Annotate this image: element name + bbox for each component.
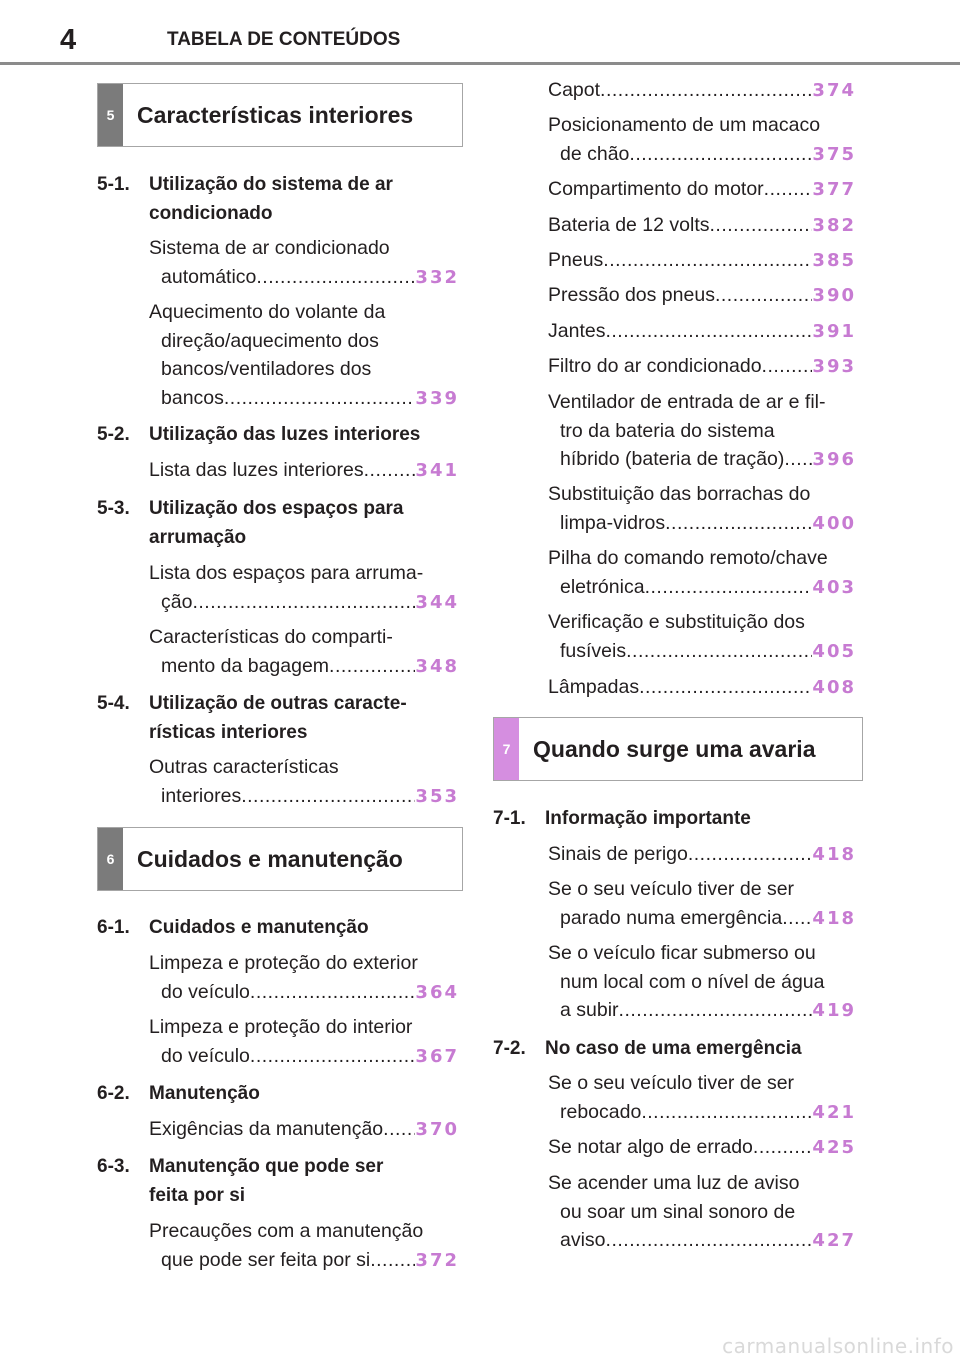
toc-entry[interactable] [548,281,856,311]
entry-text: Capot [548,79,601,101]
header-divider [0,62,960,65]
dot-leader [645,573,813,602]
subsection-5-1 [97,171,467,228]
entry-text: bancos [161,386,224,409]
subsection-6-1 [97,914,467,943]
entry-text: Ventilador de entrada de ar e fil- [548,391,826,413]
toc-entry[interactable] [548,388,856,475]
page-reference-link[interactable]: 390 [812,285,856,306]
subsection-title-line: condicionado [149,202,273,224]
entry-text: limpa-vidros [560,511,666,534]
dot-leader [688,840,813,869]
entry-text: Verificação e substituição dos [548,611,805,633]
subsection-6-3 [97,1153,467,1210]
subsection-5-4 [97,690,467,747]
dot-leader [606,1226,813,1255]
entry-text: Outras características [149,756,339,778]
toc-entry[interactable] [548,1133,856,1163]
subsection-number: 6-1. [97,917,130,938]
subsection-6-2 [97,1080,467,1109]
page-reference-link[interactable]: 382 [812,215,856,236]
page-reference-link[interactable]: 385 [812,250,856,271]
subsection-title-line: arrumação [149,526,247,548]
section-6-header[interactable] [97,827,463,891]
entry-text: de chão [560,142,630,165]
page-reference-link[interactable]: 396 [812,449,856,470]
subsection-title-line: feita por si [149,1184,246,1206]
page-reference-link[interactable]: 377 [812,179,856,200]
toc-entry[interactable] [149,1115,459,1145]
dot-leader [764,175,813,204]
entry-text: fusíveis [560,639,627,662]
entry-text: Se o veículo ficar submerso ou [548,942,816,964]
entry-text: Lâmpadas [548,676,640,698]
subsection-5-3 [97,495,467,552]
header-title: TABELA DE CONTEÚDOS [167,29,401,50]
toc-entry[interactable] [548,246,856,276]
entry-text: Pressão dos pneus [548,284,715,306]
entry-text: Limpeza e proteção do interior [149,1016,413,1038]
section-7-header[interactable] [493,717,863,781]
entry-text: ou soar um sinal sonoro de [560,1200,796,1223]
page-reference-link[interactable]: 372 [415,1249,459,1271]
subsection-title-line: Utilização de outras caracte- [149,693,407,714]
entry-text: rebocado [560,1100,642,1123]
section-title: Características interiores [137,101,414,128]
subsection-title-line: Manutenção [149,1083,260,1104]
toc-entry[interactable] [548,875,856,933]
entry-text: interiores [161,784,242,807]
toc-entry[interactable] [149,298,459,413]
dot-leader [192,588,415,617]
toc-entry[interactable] [548,76,856,106]
page-reference-link[interactable]: 348 [415,655,459,677]
entry-text: Lista dos espaços para arruma- [149,562,424,584]
toc-entry[interactable] [548,673,856,703]
dot-leader [364,456,416,485]
page-reference-link[interactable]: 367 [415,1045,459,1067]
toc-entry[interactable] [548,840,856,870]
page-reference-link[interactable]: 364 [415,981,459,1003]
dot-leader [250,1042,416,1071]
subsection-title-line: Utilização do sistema de ar [149,174,393,195]
page-reference-link[interactable]: 403 [812,576,856,598]
section-5-header[interactable] [97,83,463,147]
entry-text: tro da bateria do sistema [560,419,775,442]
dot-leader [710,211,813,240]
subsection-5-2 [97,421,467,450]
entry-text: Se acender uma luz de aviso [548,1172,800,1194]
section-title: Quando surge uma avaria [533,735,816,762]
subsection-number: 5-3. [97,498,130,519]
subsection-title-line: Informação importante [545,808,751,829]
entry-text: Lista das luzes interiores [149,459,364,481]
toc-entry[interactable] [149,559,459,617]
entry-text: bancos/ventiladores dos [161,358,372,380]
toc-entry[interactable] [149,456,459,486]
entry-text: Sinais de perigo [548,843,688,865]
page-reference-link[interactable]: 375 [812,143,856,165]
dot-leader [605,317,812,346]
entry-text: eletrónica [560,575,645,598]
entry-text: Se notar algo de errado [548,1136,753,1158]
page-reference-link[interactable]: 344 [415,591,459,613]
toc-entry[interactable] [548,544,856,602]
dot-leader [753,1133,813,1162]
subsection-7-2 [493,1035,863,1064]
page-reference-link[interactable]: 341 [415,460,459,481]
dot-leader [603,246,812,275]
watermark: carmanualsonline.info [722,1334,954,1358]
entry-text: Limpeza e proteção do exterior [149,952,418,974]
subsection-number: 7-1. [493,808,526,829]
entry-text: automático [161,265,257,288]
page-reference-link[interactable]: 408 [812,677,856,698]
subsection-title-line: Cuidados e manutenção [149,917,369,938]
toc-entry[interactable] [149,1013,459,1071]
entry-text: híbrido (bateria de tração) [560,448,785,470]
dot-leader [782,904,812,933]
page-reference-link[interactable]: 425 [812,1137,856,1158]
entry-text: Jantes [548,320,606,342]
dot-leader [784,445,812,474]
subsection-number: 6-3. [97,1156,130,1177]
toc-entry[interactable] [548,939,856,1026]
toc-entry[interactable] [149,234,459,292]
page-reference-link[interactable]: 400 [812,512,856,534]
entry-text: parado numa emergência [560,906,783,929]
page-reference-link[interactable]: 418 [812,844,856,865]
subsection-number: 5-2. [97,424,130,445]
subsection-number: 6-2. [97,1083,130,1104]
toc-entry[interactable] [149,1217,459,1275]
page-reference-link[interactable]: 339 [415,387,459,409]
entry-text: Compartimento do motor [548,178,764,200]
dot-leader [383,1115,415,1144]
subsection-number: 5-4. [97,693,130,714]
dot-leader [639,673,812,702]
subsection-title-line: No caso de uma emergência [545,1038,802,1059]
entry-text: mento da bagagem [161,654,330,677]
section-number-tab: 6 [98,828,123,890]
dot-leader [370,1246,415,1275]
entry-text: Bateria de 12 volts [548,214,710,236]
page-reference-link[interactable]: 391 [812,321,856,342]
page-number: 4 [60,24,77,56]
dot-leader [715,281,812,310]
subsection-title-line: Utilização dos espaços para [149,498,404,519]
entry-text: Aquecimento do volante da [149,301,386,323]
entry-text: num local com o nível de água [560,970,825,993]
entry-text: Se o seu veículo tiver de ser [548,878,795,900]
dot-leader [241,782,415,811]
toc-entry[interactable] [548,352,856,382]
page-header [0,0,960,66]
dot-leader [619,996,813,1025]
entry-text: Sistema de ar condicionado [149,237,390,259]
section-number-tab: 7 [494,718,519,780]
page-reference-link[interactable]: 427 [812,1230,856,1251]
toc-entry[interactable] [548,480,856,538]
entry-text: Substituição das borrachas do [548,483,811,505]
dot-leader [250,978,416,1007]
entry-text: aviso [560,1229,606,1251]
dot-leader [641,1098,812,1127]
toc-entry[interactable] [149,949,459,1007]
subsection-number: 5-1. [97,174,130,195]
entry-text: Precauções com a manutenção [149,1220,424,1242]
toc-entry[interactable] [548,211,856,241]
entry-text: do veículo [161,980,250,1003]
page-reference-link[interactable]: 370 [415,1119,459,1140]
subsection-title-line: Manutenção que pode ser [149,1156,384,1177]
page-reference-link[interactable]: 405 [812,640,856,662]
subsection-title-line: Utilização das luzes interiores [149,424,421,445]
page-reference-link[interactable]: 393 [812,356,856,377]
page-reference-link[interactable]: 418 [812,907,856,929]
dot-leader [600,76,812,105]
subsection-7-1 [493,805,863,834]
toc-entry[interactable] [548,608,856,666]
entry-text: direção/aquecimento dos [161,329,379,352]
page-reference-link[interactable]: 421 [812,1101,856,1123]
entry-text: Pneus [548,249,604,271]
page-reference-link[interactable]: 332 [415,266,459,288]
entry-text: do veículo [161,1044,250,1067]
dot-leader [256,263,415,292]
toc-entry[interactable] [548,1169,856,1256]
entry-text: Pilha do comando remoto/chave [548,547,828,569]
dot-leader [629,140,812,169]
entry-text: Filtro do ar condicionado [548,355,762,377]
entry-text: ção [161,590,193,613]
dot-leader [329,652,415,681]
toc-entry[interactable] [548,175,856,205]
entry-text: Se o seu veículo tiver de ser [548,1072,795,1094]
dot-leader [626,637,812,666]
entry-text: Posicionamento de um macaco [548,114,821,136]
toc-entry[interactable] [548,111,856,169]
dot-leader [224,384,416,413]
toc-entry[interactable] [149,753,459,811]
entry-text: Características do comparti- [149,626,393,648]
entry-text: que pode ser feita por si [161,1248,371,1271]
entry-text: Exigências da manutenção [149,1118,384,1140]
toc-entry[interactable] [548,1069,856,1127]
page-reference-link[interactable]: 353 [415,785,459,807]
dot-leader [762,352,813,381]
section-number-tab: 5 [98,84,123,146]
dot-leader [665,509,812,538]
subsection-number: 7-2. [493,1038,526,1059]
toc-entry[interactable] [548,317,856,347]
page-reference-link[interactable]: 419 [812,1000,856,1021]
toc-entry[interactable] [149,623,459,681]
subsection-title-line: rísticas interiores [149,721,308,743]
entry-text: a subir [560,999,619,1021]
page-reference-link[interactable]: 374 [812,80,856,101]
section-title: Cuidados e manutenção [137,845,403,872]
